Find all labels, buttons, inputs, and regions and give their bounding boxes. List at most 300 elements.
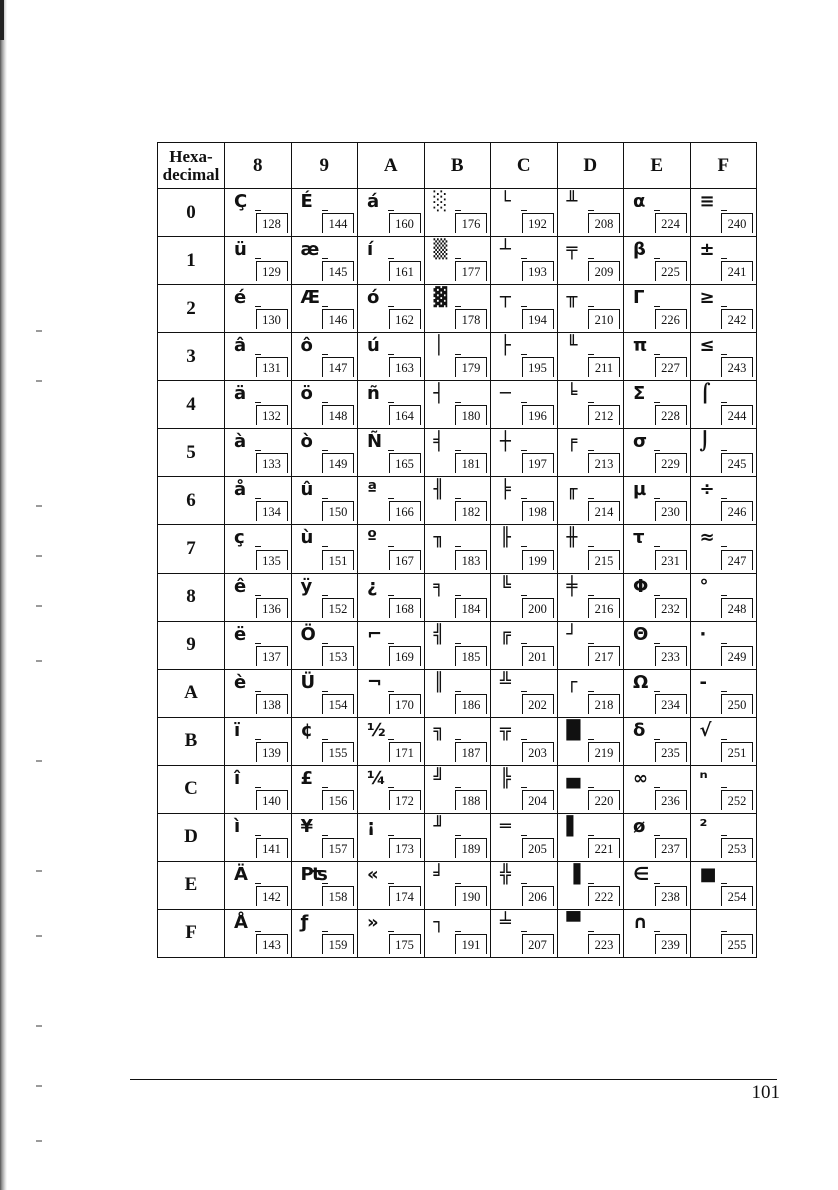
character-cell [291, 813, 358, 861]
decimal-code-box: 129 [256, 261, 288, 281]
character-cell [424, 189, 491, 237]
character-cell [358, 621, 425, 669]
character-glyph: ½ [367, 719, 386, 741]
cell-guide-line [588, 546, 594, 547]
character-cell [557, 285, 624, 333]
character-glyph: ╔ [500, 623, 511, 645]
table-row [158, 717, 757, 765]
decimal-code-box: 172 [389, 790, 421, 810]
cell-guide-line [588, 354, 594, 355]
character-glyph: µ [633, 479, 647, 501]
character-cell [557, 381, 624, 429]
character-glyph: ò [300, 431, 313, 453]
character-glyph: ╖ [433, 527, 445, 549]
character-cell [291, 525, 358, 573]
row-header-3: 3 [158, 333, 225, 381]
decimal-code-box: 193 [522, 261, 554, 281]
character-cell [424, 621, 491, 669]
decimal-code-box: 246 [721, 501, 753, 521]
cell-guide-line [588, 691, 594, 692]
character-cell [557, 813, 624, 861]
character-glyph: ┼ [500, 431, 511, 453]
character-glyph: ┴ [500, 239, 511, 261]
character-cell [624, 909, 691, 957]
character-glyph: ▀ [566, 911, 581, 933]
cell-guide-line [654, 498, 660, 499]
decimal-code-box: 160 [389, 213, 421, 233]
cell-guide-line [721, 595, 727, 596]
character-cell [624, 477, 691, 525]
cell-guide-line [721, 883, 727, 884]
cell-guide-line [588, 739, 594, 740]
decimal-code-box: 165 [389, 453, 421, 473]
row-header-c: C [158, 765, 225, 813]
decimal-code-box: 235 [655, 742, 687, 762]
decimal-code-box: 168 [389, 598, 421, 618]
decimal-code-box: 215 [588, 550, 620, 570]
character-glyph: Θ [633, 623, 649, 645]
decimal-code-box: 255 [721, 934, 753, 954]
character-cell [557, 861, 624, 909]
character-glyph: ≥ [699, 287, 715, 309]
column-header-a: A [358, 143, 425, 189]
decimal-code-box: 222 [588, 886, 620, 906]
cell-guide-line [521, 739, 527, 740]
decimal-code-box: 192 [522, 213, 554, 233]
cell-guide-line [388, 306, 394, 307]
character-cell [491, 621, 558, 669]
decimal-code-box: 156 [322, 790, 354, 810]
decimal-code-box: 162 [389, 309, 421, 329]
cell-guide-line [322, 883, 328, 884]
cell-guide-line [721, 546, 727, 547]
character-cell [690, 621, 757, 669]
cell-guide-line [654, 258, 660, 259]
character-glyph: ╥ [566, 287, 578, 309]
character-glyph: │ [433, 335, 445, 357]
character-glyph: σ [633, 431, 648, 453]
corner-header-line2: decimal [162, 164, 220, 184]
cell-guide-line [322, 546, 328, 547]
character-glyph: ¬ [367, 671, 383, 693]
decimal-code-box: 144 [322, 213, 354, 233]
character-glyph: ┘ [566, 623, 578, 645]
decimal-code-box: 196 [522, 405, 554, 425]
character-cell [690, 909, 757, 957]
decimal-code-box: 174 [389, 886, 421, 906]
character-glyph: ç [234, 527, 245, 549]
decimal-code-box: 136 [256, 598, 288, 618]
decimal-code-box: 254 [721, 886, 753, 906]
decimal-code-box: 234 [655, 694, 687, 714]
character-glyph: ⌡ [699, 431, 711, 453]
cell-guide-line [721, 691, 727, 692]
decimal-code-box: 167 [389, 550, 421, 570]
cell-guide-line [388, 210, 394, 211]
table-row [158, 429, 757, 477]
character-cell [557, 237, 624, 285]
decimal-code-box: 206 [522, 886, 554, 906]
column-header-9: 9 [291, 143, 358, 189]
row-header-1: 1 [158, 237, 225, 285]
character-glyph: ─ [500, 383, 511, 405]
character-cell [690, 429, 757, 477]
table-row [158, 573, 757, 621]
cell-guide-line [322, 595, 328, 596]
character-cell [424, 237, 491, 285]
character-cell [624, 861, 691, 909]
character-glyph: ₧ [300, 863, 328, 885]
cell-guide-line [654, 546, 660, 547]
character-glyph: ¡ [367, 815, 376, 837]
character-glyph: ü [234, 239, 247, 261]
character-glyph: ┐ [433, 911, 445, 933]
character-cell [225, 237, 292, 285]
character-glyph: ■ [699, 863, 717, 885]
character-cell [225, 909, 292, 957]
decimal-code-box: 131 [256, 357, 288, 377]
decimal-code-box: 145 [322, 261, 354, 281]
character-cell [690, 765, 757, 813]
decimal-code-box: 163 [389, 357, 421, 377]
character-glyph: ƒ [300, 911, 309, 933]
character-cell [424, 333, 491, 381]
decimal-code-box: 133 [256, 453, 288, 473]
cell-guide-line [654, 402, 660, 403]
character-glyph: à [234, 431, 247, 453]
character-set-table [157, 142, 757, 958]
decimal-code-box: 208 [588, 213, 620, 233]
character-cell [291, 285, 358, 333]
character-glyph: π [633, 335, 648, 357]
character-glyph: è [234, 671, 247, 693]
character-glyph: ≡ [699, 191, 715, 212]
character-cell [225, 573, 292, 621]
character-cell [491, 333, 558, 381]
character-cell [225, 813, 292, 861]
character-glyph: β [633, 239, 646, 261]
character-glyph: Æ [300, 287, 321, 309]
cell-guide-line [521, 595, 527, 596]
decimal-code-box: 175 [389, 934, 421, 954]
character-glyph: ┤ [433, 383, 445, 405]
character-glyph: └ [500, 191, 511, 212]
character-cell [557, 669, 624, 717]
cell-guide-line [588, 787, 594, 788]
character-glyph: ⌐ [367, 623, 383, 645]
character-glyph: º [367, 527, 378, 549]
cell-guide-line [654, 595, 660, 596]
character-glyph: δ [633, 719, 646, 741]
character-cell [491, 525, 558, 573]
cell-guide-line [588, 450, 594, 451]
decimal-code-box: 164 [389, 405, 421, 425]
cell-guide-line [588, 835, 594, 836]
cell-guide-line [521, 883, 527, 884]
decimal-code-box: 188 [455, 790, 487, 810]
decimal-code-box: 190 [455, 886, 487, 906]
cell-guide-line [255, 258, 261, 259]
character-cell [225, 285, 292, 333]
cell-guide-line [521, 835, 527, 836]
character-cell [491, 189, 558, 237]
decimal-code-box: 241 [721, 261, 753, 281]
cell-guide-line [654, 883, 660, 884]
cell-guide-line [322, 210, 328, 211]
character-glyph: û [300, 479, 314, 501]
cell-guide-line [455, 498, 461, 499]
character-glyph: ° [699, 575, 709, 597]
footer-rule [130, 1079, 777, 1080]
cell-guide-line [721, 931, 727, 932]
cell-guide-line [388, 450, 394, 451]
cell-guide-line [654, 739, 660, 740]
decimal-code-box: 179 [455, 357, 487, 377]
character-glyph: Ω [633, 671, 649, 693]
cell-guide-line [388, 835, 394, 836]
character-glyph: ╙ [566, 335, 578, 357]
table-row [158, 285, 757, 333]
decimal-code-box: 137 [256, 646, 288, 666]
character-cell [690, 285, 757, 333]
cell-guide-line [255, 931, 261, 932]
character-cell [624, 285, 691, 333]
character-cell [491, 813, 558, 861]
table-row [158, 189, 757, 237]
decimal-code-box: 154 [322, 694, 354, 714]
row-header-7: 7 [158, 525, 225, 573]
decimal-code-box: 148 [322, 405, 354, 425]
cell-guide-line [388, 595, 394, 596]
character-glyph: â [234, 335, 247, 357]
decimal-code-box: 205 [522, 838, 554, 858]
table-row [158, 813, 757, 861]
character-cell [491, 573, 558, 621]
character-cell [424, 813, 491, 861]
decimal-code-box: 149 [322, 453, 354, 473]
decimal-code-box: 159 [322, 934, 354, 954]
decimal-code-box: 250 [721, 694, 753, 714]
cell-guide-line [521, 354, 527, 355]
character-cell [690, 669, 757, 717]
character-cell [358, 477, 425, 525]
cell-guide-line [588, 258, 594, 259]
decimal-code-box: 216 [588, 598, 620, 618]
character-cell [424, 381, 491, 429]
character-glyph: ¥ [300, 815, 314, 837]
cell-guide-line [654, 835, 660, 836]
character-glyph: ╒ [566, 431, 578, 453]
cell-guide-line [255, 210, 261, 211]
cell-guide-line [521, 450, 527, 451]
decimal-code-box: 185 [455, 646, 487, 666]
cell-guide-line [455, 931, 461, 932]
decimal-code-box: 239 [655, 934, 687, 954]
character-glyph: √ [699, 719, 712, 741]
decimal-code-box: 242 [721, 309, 753, 329]
character-glyph: ∩ [633, 911, 648, 933]
cell-guide-line [388, 883, 394, 884]
character-glyph: « [367, 863, 379, 885]
cell-guide-line [322, 306, 328, 307]
character-glyph: α [633, 191, 646, 212]
cell-guide-line [322, 354, 328, 355]
cell-guide-line [654, 643, 660, 644]
character-cell [690, 525, 757, 573]
character-cell [225, 669, 292, 717]
character-glyph: ╗ [433, 719, 445, 741]
decimal-code-box: 231 [655, 550, 687, 570]
character-glyph: ╡ [433, 431, 445, 453]
character-cell [358, 525, 425, 573]
character-cell [424, 765, 491, 813]
decimal-code-box: 197 [522, 453, 554, 473]
character-cell [624, 573, 691, 621]
cell-guide-line [322, 450, 328, 451]
table-header-row [158, 143, 757, 189]
character-cell [690, 477, 757, 525]
cell-guide-line [255, 402, 261, 403]
cell-guide-line [721, 306, 727, 307]
decimal-code-box: 195 [522, 357, 554, 377]
character-cell [624, 717, 691, 765]
character-cell [358, 813, 425, 861]
cell-guide-line [322, 691, 328, 692]
character-cell [291, 909, 358, 957]
row-header-f: F [158, 909, 225, 957]
row-header-8: 8 [158, 573, 225, 621]
character-glyph: ≤ [699, 335, 715, 357]
decimal-code-box: 198 [522, 501, 554, 521]
decimal-code-box: 141 [256, 838, 288, 858]
character-cell [424, 285, 491, 333]
cell-guide-line [255, 354, 261, 355]
character-glyph: ÿ [300, 575, 313, 597]
cell-guide-line [521, 643, 527, 644]
table-row [158, 237, 757, 285]
character-glyph: ö [300, 383, 313, 405]
table-row [158, 861, 757, 909]
column-header-c: C [491, 143, 558, 189]
character-cell [557, 477, 624, 525]
row-header-6: 6 [158, 477, 225, 525]
cell-guide-line [521, 402, 527, 403]
character-cell [424, 477, 491, 525]
cell-guide-line [255, 643, 261, 644]
decimal-code-box: 253 [721, 838, 753, 858]
decimal-code-box: 135 [256, 550, 288, 570]
decimal-code-box: 225 [655, 261, 687, 281]
character-glyph: ╟ [500, 527, 511, 549]
decimal-code-box: 176 [455, 213, 487, 233]
character-cell [358, 765, 425, 813]
decimal-code-box: 147 [322, 357, 354, 377]
character-glyph: ╬ [500, 863, 511, 885]
character-cell [291, 477, 358, 525]
character-cell [225, 525, 292, 573]
corner-header-line1: Hexa- [169, 146, 213, 166]
decimal-code-box: 194 [522, 309, 554, 329]
cell-guide-line [588, 595, 594, 596]
character-glyph: τ [633, 527, 645, 549]
cell-guide-line [322, 931, 328, 932]
character-cell [291, 717, 358, 765]
cell-guide-line [721, 450, 727, 451]
cell-guide-line [388, 354, 394, 355]
character-cell [491, 429, 558, 477]
cell-guide-line [654, 787, 660, 788]
cell-guide-line [455, 354, 461, 355]
character-glyph: ▌ [566, 815, 581, 837]
character-glyph: ┬ [500, 287, 511, 309]
character-glyph: ┌ [566, 671, 578, 693]
character-cell [358, 573, 425, 621]
character-glyph: ╨ [566, 191, 578, 212]
character-glyph: ╢ [433, 479, 445, 501]
character-cell [424, 717, 491, 765]
decimal-code-box: 227 [655, 357, 687, 377]
table-row [158, 909, 757, 957]
character-cell [491, 861, 558, 909]
column-header-8: 8 [225, 143, 292, 189]
cell-guide-line [255, 498, 261, 499]
decimal-code-box: 223 [588, 934, 620, 954]
character-cell [225, 189, 292, 237]
character-glyph: Å [234, 911, 248, 933]
decimal-code-box: 233 [655, 646, 687, 666]
character-cell [557, 525, 624, 573]
character-cell [557, 189, 624, 237]
cell-guide-line [521, 498, 527, 499]
character-cell [291, 669, 358, 717]
character-cell [624, 237, 691, 285]
character-glyph: ú [367, 335, 380, 357]
character-glyph: ÷ [699, 479, 715, 501]
decimal-code-box: 210 [588, 309, 620, 329]
character-cell [690, 573, 757, 621]
character-cell [491, 669, 558, 717]
character-cell [557, 429, 624, 477]
cell-guide-line [588, 306, 594, 307]
character-cell [225, 861, 292, 909]
character-cell [557, 765, 624, 813]
decimal-code-box: 207 [522, 934, 554, 954]
scan-edge-mark [0, 0, 4, 40]
decimal-code-box: 228 [655, 405, 687, 425]
character-cell [557, 717, 624, 765]
cell-guide-line [455, 258, 461, 259]
decimal-code-box: 153 [322, 646, 354, 666]
decimal-code-box: 155 [322, 742, 354, 762]
character-glyph: ╦ [500, 719, 511, 741]
character-cell [491, 717, 558, 765]
character-glyph: ⁿ [699, 767, 708, 789]
column-header-f: F [690, 143, 757, 189]
cell-guide-line [455, 835, 461, 836]
cell-guide-line [322, 402, 328, 403]
character-glyph: ø [633, 815, 646, 837]
cell-guide-line [322, 739, 328, 740]
character-glyph: ê [234, 575, 247, 597]
table-row [158, 525, 757, 573]
cell-guide-line [721, 835, 727, 836]
cell-guide-line [455, 402, 461, 403]
cell-guide-line [654, 450, 660, 451]
character-cell [358, 861, 425, 909]
decimal-code-box: 171 [389, 742, 421, 762]
character-glyph: ╚ [500, 575, 511, 597]
row-header-e: E [158, 861, 225, 909]
